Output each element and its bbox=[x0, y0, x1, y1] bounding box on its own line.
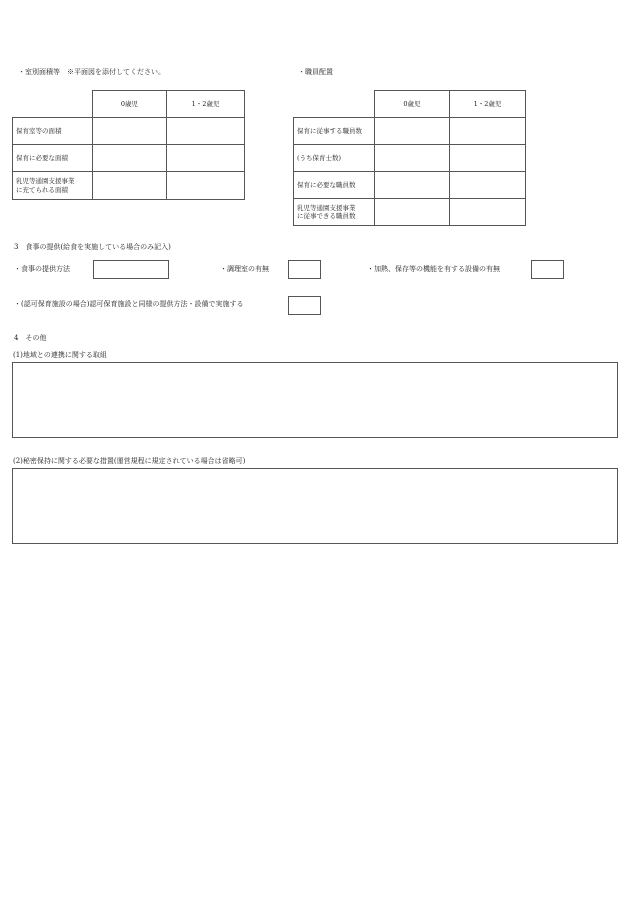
input-cell[interactable] bbox=[450, 145, 526, 172]
confidentiality-textarea[interactable] bbox=[12, 468, 618, 544]
meal-method-field[interactable] bbox=[93, 260, 169, 279]
other-heading: 4 その他 bbox=[14, 334, 47, 342]
row-label: 保育に必要な面積 bbox=[13, 145, 93, 172]
kitchen-label: ・調理室の有無 bbox=[220, 265, 269, 273]
room-area-heading: ・室別面積等 ※平面図を添付してください。 bbox=[18, 68, 165, 76]
confidentiality-label: (2)秘密保持に関する必要な措置(運営規程に規定されている場合は省略可) bbox=[13, 457, 246, 465]
input-cell[interactable] bbox=[375, 199, 450, 226]
heating-facility-label: ・加熱、保存等の機能を有する設備の有無 bbox=[367, 265, 500, 273]
input-cell[interactable] bbox=[167, 172, 245, 200]
row-label: 乳児等通園支援事業 に従事できる職員数 bbox=[294, 199, 375, 226]
row-label: 保育に従事する職員数 bbox=[294, 118, 375, 145]
staff-table bbox=[293, 90, 526, 226]
heating-facility-field[interactable] bbox=[531, 260, 564, 279]
row-label: (うち保育士数) bbox=[294, 145, 375, 172]
column-header-age1-2: 1・2歳児 bbox=[450, 91, 526, 118]
row-label: 保育室等の面積 bbox=[13, 118, 93, 145]
licensed-facility-label: ・(認可保育施設の場合)認可保育施設と同様の提供方法・設備で実施する bbox=[14, 300, 244, 308]
community-collab-label: (1)地域との連携に関する取組 bbox=[13, 351, 107, 359]
input-cell[interactable] bbox=[167, 118, 245, 145]
community-collab-textarea[interactable] bbox=[12, 362, 618, 438]
room-area-table bbox=[12, 90, 245, 200]
input-cell[interactable] bbox=[450, 199, 526, 226]
kitchen-field[interactable] bbox=[288, 260, 321, 279]
row-label: 保育に必要な職員数 bbox=[294, 172, 375, 199]
column-header-age1-2: 1・2歳児 bbox=[167, 91, 245, 118]
input-cell[interactable] bbox=[167, 145, 245, 172]
column-header-age0: 0歳児 bbox=[93, 91, 167, 118]
input-cell[interactable] bbox=[450, 118, 526, 145]
table-corner bbox=[294, 91, 375, 118]
input-cell[interactable] bbox=[375, 118, 450, 145]
input-cell[interactable] bbox=[450, 172, 526, 199]
table-corner bbox=[13, 91, 93, 118]
input-cell[interactable] bbox=[375, 172, 450, 199]
input-cell[interactable] bbox=[375, 145, 450, 172]
meals-heading: 3 食事の提供(給食を実施している場合のみ記入) bbox=[14, 243, 171, 251]
row-label: 乳児等通園支援事業 に充てられる面積 bbox=[13, 172, 93, 200]
staff-heading: ・職員配置 bbox=[298, 68, 333, 76]
column-header-age0: 0歳児 bbox=[375, 91, 450, 118]
input-cell[interactable] bbox=[93, 145, 167, 172]
meal-method-label: ・食事の提供方法 bbox=[14, 265, 70, 273]
input-cell[interactable] bbox=[93, 118, 167, 145]
input-cell[interactable] bbox=[93, 172, 167, 200]
licensed-facility-field[interactable] bbox=[288, 296, 321, 315]
